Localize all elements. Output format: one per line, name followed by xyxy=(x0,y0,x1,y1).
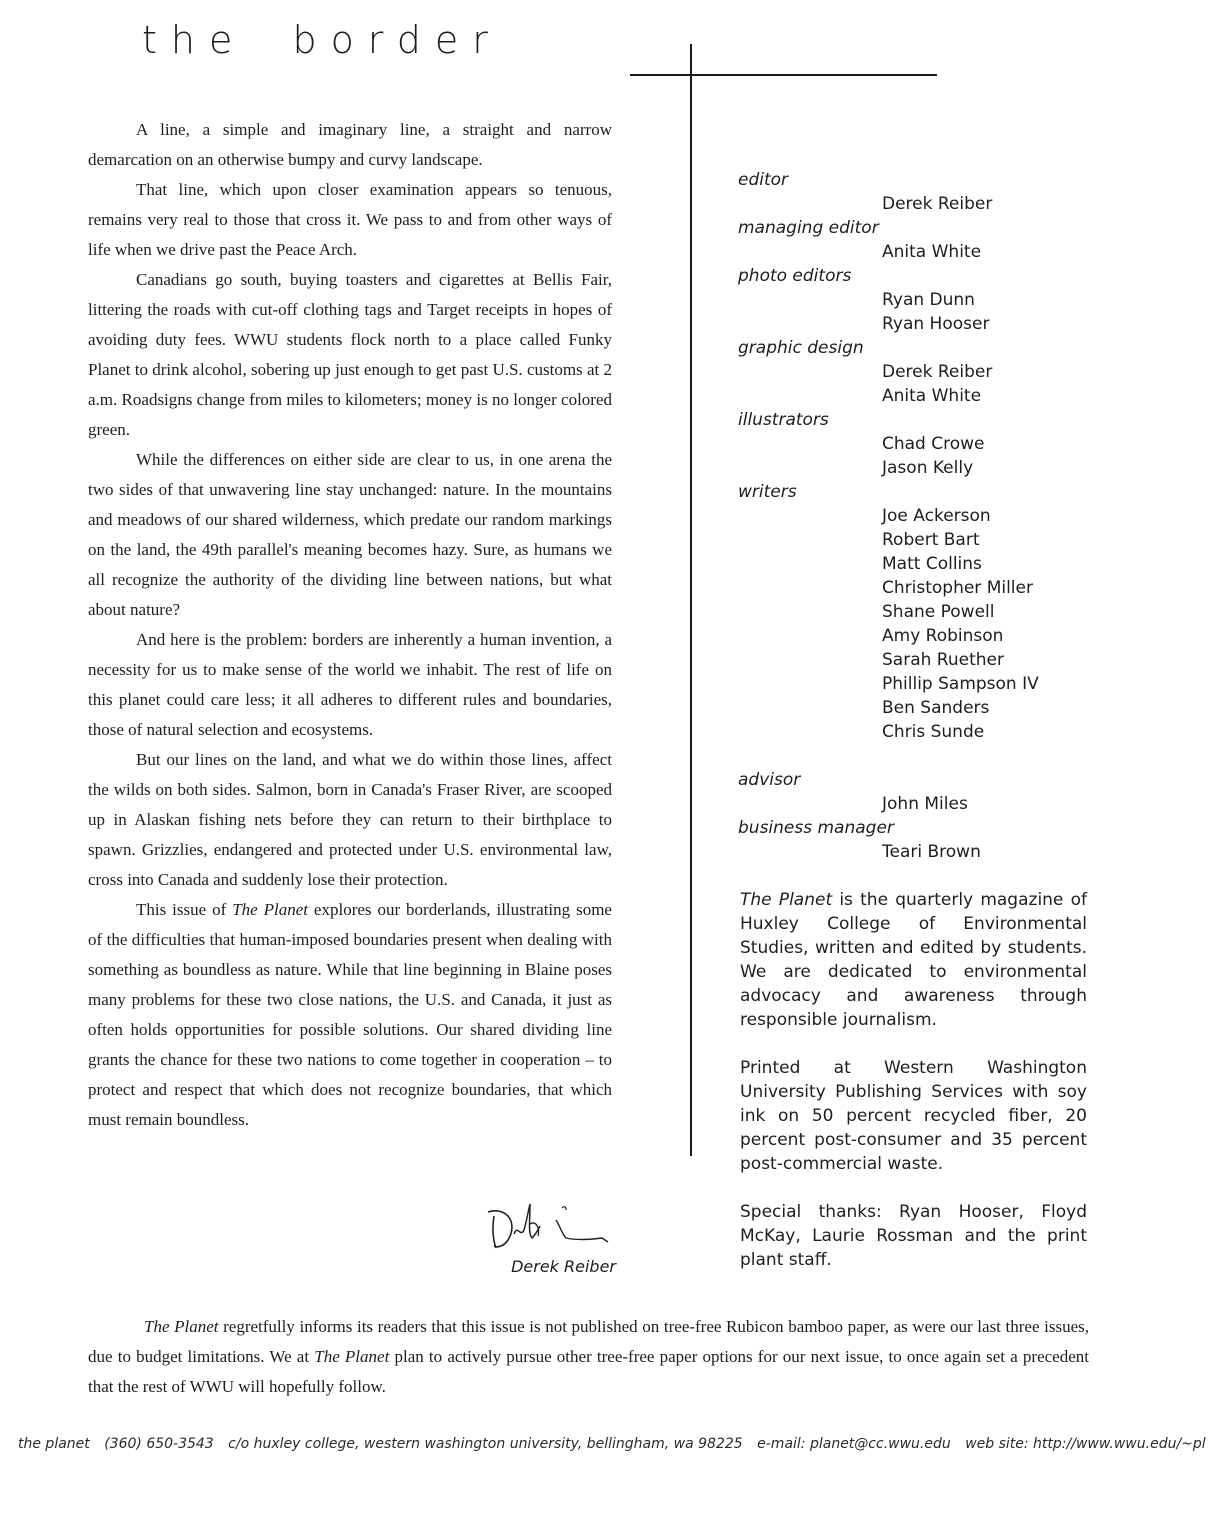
magazine-name: The Planet xyxy=(144,1317,219,1336)
masthead-role: writers xyxy=(738,482,797,502)
magazine-name: The Planet xyxy=(740,890,833,910)
masthead-person: Matt Collins xyxy=(882,554,982,574)
masthead-spacer xyxy=(738,744,1088,768)
masthead-person: Chad Crowe xyxy=(882,434,985,454)
masthead-person: Anita White xyxy=(882,242,982,262)
editorial-paragraph: And here is the problem: borders are inherently a human invention, a necessity for us to make sense of the world we inhabit. The rest of life on this planet could care less; it all adheres to different rules and boundaries, those of natural selection and ecosystems. xyxy=(88,630,612,739)
masthead-person: Amy Robinson xyxy=(882,626,1004,646)
editorial-paragraph: But our lines on the land, and what we do within those lines, affect the wilds on both sides. Salmon, born in Canada's Fraser River, are scooped up in Alaskan fishing nets before they can return to their birthplace to spawn. Grizzlies, endangered and protected under U.S. environmental law, cross into Canada and suddenly lose their protection. xyxy=(88,750,612,889)
masthead-person: Ben Sanders xyxy=(882,698,990,718)
masthead-person: Derek Reiber xyxy=(882,362,993,382)
page-title: the border xyxy=(142,18,502,62)
horizontal-divider-line xyxy=(630,74,937,76)
masthead-role: business manager xyxy=(738,818,894,838)
editorial-paragraph: While the differences on either side are clear to us, in one arena the two sides of that unwavering line stay unchanged: nature. In the mountains and meadows of our shared wilderness, which predate our random markings on the land, the 49th parallel's meaning becomes hazy. Sure, as humans we all recognize the authority of the dividing line between nations, but what about nature? xyxy=(88,450,612,619)
masthead-role: managing editor xyxy=(738,218,879,238)
masthead-person: Shane Powell xyxy=(882,602,995,622)
footer-website: web site: http://www.wwu.edu/~pl xyxy=(965,1436,1206,1452)
masthead-person: Ryan Hooser xyxy=(882,314,990,334)
masthead-person: Anita White xyxy=(882,386,982,406)
footer-phone: (360) 650-3543 xyxy=(104,1436,214,1452)
magazine-name: The Planet xyxy=(232,900,308,919)
special-thanks: Special thanks: Ryan Hooser, Floyd McKay, Laurie Rossman and the print plant staff. xyxy=(740,1202,1087,1270)
masthead-person: John Miles xyxy=(882,794,968,814)
masthead-person: Phillip Sampson IV xyxy=(882,674,1039,694)
masthead-person: Ryan Dunn xyxy=(882,290,975,310)
editorial-text: explores our borderlands, illustrating some of the difficulties that human-imposed boundaries present when dealing with something as boundless as nature. While that line beginning in Blaine poses many problems for these two close nations, the U.S. and Canada, it just as often holds opportunities for possible solutions. Our shared dividing line grants the chance for these two nations to come together in cooperation – to protect and respect that which does not recognize boundaries, that which must remain boundless. xyxy=(88,900,612,1129)
masthead-person: Sarah Ruether xyxy=(882,650,1004,670)
masthead-person: Jason Kelly xyxy=(882,458,974,478)
editorial-text: This issue of xyxy=(136,900,233,919)
editorial-paragraph xyxy=(88,895,612,1135)
footer-name: the planet xyxy=(18,1436,90,1452)
masthead-role: advisor xyxy=(738,770,801,790)
notice-text: regretfully informs its readers that this issue is not published on tree-free Rubicon bamboo paper, as were our last three issues, due to budget limitations. We at xyxy=(88,1317,1089,1366)
masthead-role: illustrators xyxy=(738,410,829,430)
editorial-paragraph: A line, a simple and imaginary line, a straight and narrow demarcation on an otherwise bumpy and curvy landscape. xyxy=(88,120,612,169)
editorial-column xyxy=(88,115,612,1135)
masthead-role: photo editors xyxy=(738,266,852,286)
masthead-person: Christopher Miller xyxy=(882,578,1033,598)
masthead-role: graphic design xyxy=(738,338,864,358)
footer-address: c/o huxley college, western washington university, bellingham, wa 98225 xyxy=(228,1436,743,1452)
about-section xyxy=(740,888,1087,1296)
paper-notice xyxy=(88,1312,1089,1402)
printing-info: Printed at Western Washington University Publishing Services with soy ink on 50 percent recycled fiber, 20 percent post-consumer and 35 percent post-commercial waste. xyxy=(740,1058,1087,1174)
masthead-role: editor xyxy=(738,170,789,190)
footer-email: e-mail: planet@cc.wwu.edu xyxy=(757,1436,951,1452)
editorial-paragraph: That line, which upon closer examination appears so tenuous, remains very real to those that cross it. We pass to and from other ways of life when we drive past the Peace Arch. xyxy=(88,180,612,259)
masthead xyxy=(738,168,1088,864)
masthead-person: Derek Reiber xyxy=(882,194,993,214)
masthead-person: Teari Brown xyxy=(882,842,981,862)
notice-text: plan to actively pursue other tree-free paper options for our next issue, to once again set a precedent that the rest of WWU will hopefully follow. xyxy=(88,1347,1089,1396)
signature-name: Derek Reiber xyxy=(511,1257,616,1276)
masthead-person: Chris Sunde xyxy=(882,722,985,742)
about-text: is the quarterly magazine of Huxley College of Environmental Studies, written and edited by students. We are dedicated to environmental advocacy and awareness through responsible journalism. xyxy=(740,890,1087,1030)
handwritten-signature xyxy=(478,1194,618,1256)
magazine-name: The Planet xyxy=(314,1347,390,1366)
about-description xyxy=(740,888,1087,1032)
masthead-person: Robert Bart xyxy=(882,530,980,550)
footer-contact xyxy=(18,1436,1206,1452)
notice-paragraph xyxy=(88,1312,1089,1402)
vertical-divider-line xyxy=(690,44,692,1156)
editorial-paragraph: Canadians go south, buying toasters and cigarettes at Bellis Fair, littering the roads with cut-off clothing tags and Target receipts in hopes of avoiding duty fees. WWU students flock north to a place called Funky Planet to drink alcohol, sobering up just enough to get past U.S. customs at 2 a.m. Roadsigns change from miles to kilometers; money is no longer colored green. xyxy=(88,270,612,439)
masthead-person: Joe Ackerson xyxy=(882,506,991,526)
